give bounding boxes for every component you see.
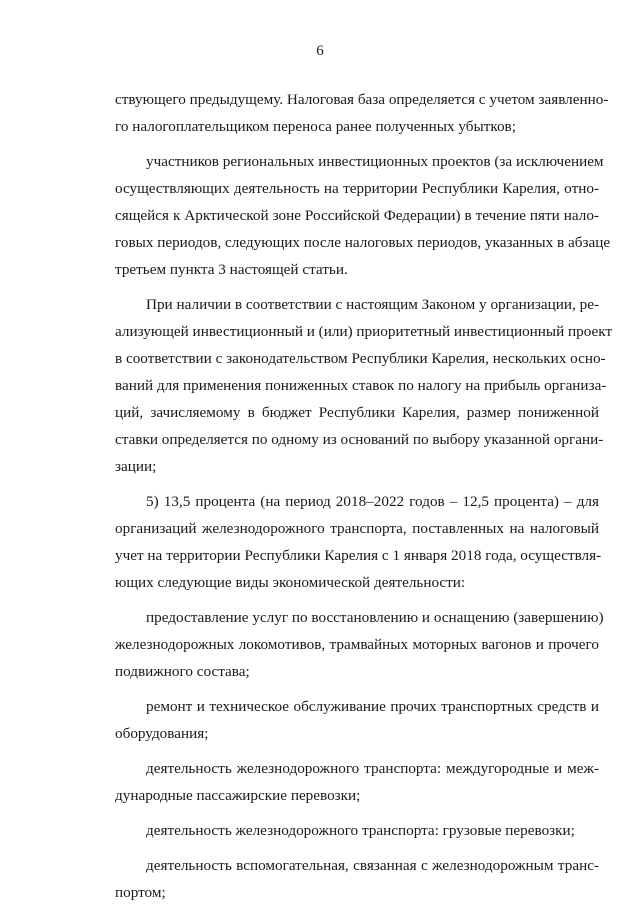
text-line: ций, зачисляемому в бюджет Республики Карелия, размер пониженной xyxy=(115,404,599,421)
text-line: ализующей инвестиционный и (или) приоритетный инвестиционный проект xyxy=(115,323,613,340)
text-line: предоставление услуг по восстановлению и оснащению (завершению) xyxy=(146,609,604,626)
text-line: организаций железнодорожного транспорта, поставленных на налоговый xyxy=(115,520,599,537)
text-line: го налогоплательщиком переноса ранее полученных убытков; xyxy=(115,118,516,135)
text-line: дународные пассажирские перевозки; xyxy=(115,787,361,804)
text-line: деятельность железнодорожного транспорта: междугородные и меж- xyxy=(146,760,599,777)
paragraph xyxy=(115,852,599,906)
text-line: ющих следующие виды экономической деятельности: xyxy=(115,574,466,591)
text-line: учет на территории Республики Карелия с 1 января 2018 года, осуществля- xyxy=(115,547,602,564)
text-line: оборудования; xyxy=(115,725,209,742)
text-line: При наличии в соответствии с настоящим Законом у организации, ре- xyxy=(146,296,599,313)
paragraph xyxy=(115,148,611,283)
text-line: участников региональных инвестиционных проектов (за исключением xyxy=(146,153,604,170)
text-line: ствующего предыдущему. Налоговая база определяется с учетом заявленно- xyxy=(115,91,609,108)
paragraph xyxy=(115,817,599,844)
text-line: говых периодов, следующих после налоговых периодов, указанных в абзаце xyxy=(115,234,611,251)
text-line: осуществляющих деятельность на территории Республики Карелия, отно- xyxy=(115,180,599,197)
paragraph xyxy=(115,693,599,747)
text-line: деятельность железнодорожного транспорта: грузовые перевозки; xyxy=(146,822,575,839)
paragraph xyxy=(115,291,613,480)
text-line: сящейся к Арктической зоне Российской Федерации) в течение пяти нало- xyxy=(115,207,599,224)
text-line: ставки определяется по одному из оснований по выбору указанной органи- xyxy=(115,431,604,448)
document-body xyxy=(115,86,613,906)
text-line: деятельность вспомогательная, связанная с железнодорожным транс- xyxy=(146,857,599,874)
text-line: третьем пункта 3 настоящей статьи. xyxy=(115,261,348,278)
text-line: 5) 13,5 процента (на период 2018–2022 годов – 12,5 процента) – для xyxy=(146,493,599,510)
text-line: портом; xyxy=(115,884,166,901)
text-line: ремонт и техническое обслуживание прочих транспортных средств и xyxy=(146,698,599,715)
text-line: в соответствии с законодательством Республики Карелия, нескольких осно- xyxy=(115,350,606,367)
text-line: ваний для применения пониженных ставок по налогу на прибыль организа- xyxy=(115,377,607,394)
paragraph xyxy=(115,604,604,685)
text-line: железнодорожных локомотивов, трамвайных моторных вагонов и прочего xyxy=(115,636,599,653)
paragraph xyxy=(115,755,599,809)
paragraph xyxy=(115,488,602,596)
text-line: зации; xyxy=(115,458,157,475)
page-number: 6 xyxy=(316,43,324,59)
text-line: подвижного состава; xyxy=(115,663,250,680)
paragraph xyxy=(115,86,609,140)
